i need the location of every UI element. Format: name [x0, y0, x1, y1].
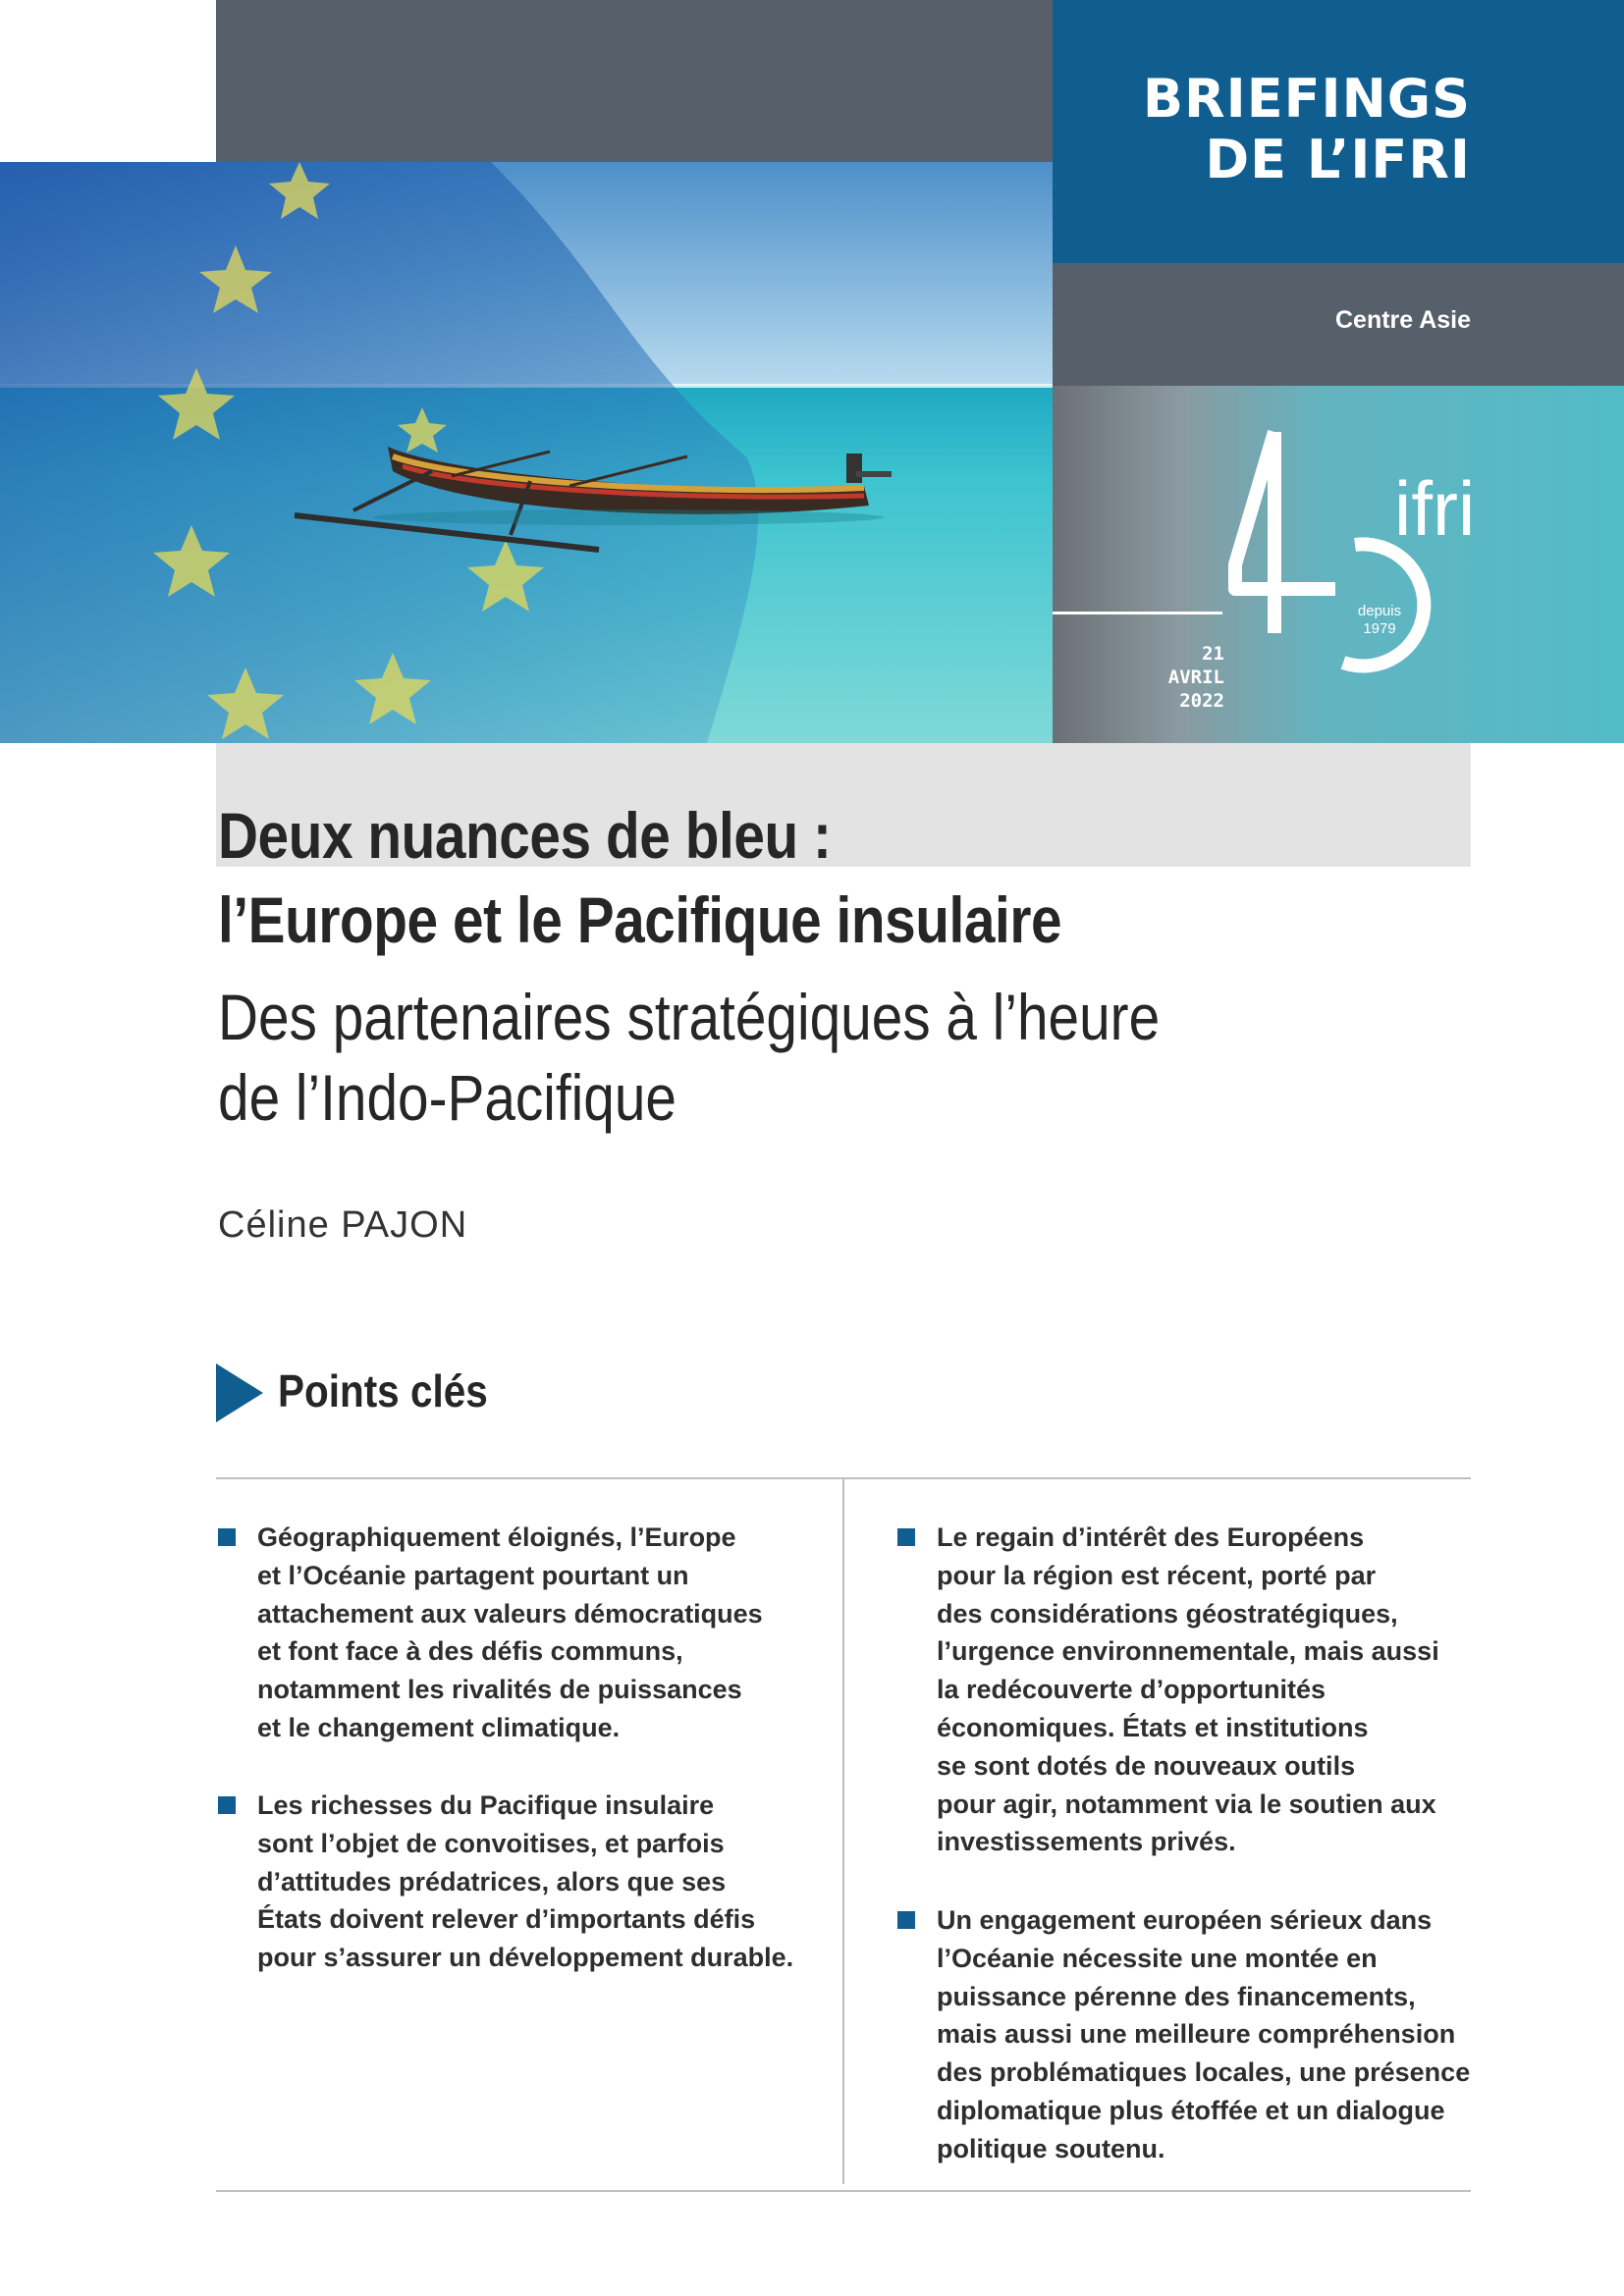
series-title [1143, 69, 1471, 190]
bullet-square-icon [218, 1796, 236, 1814]
subtitle-line2: de l’Indo-Pacifique [218, 1061, 677, 1134]
centre-label: Centre Asie [1334, 306, 1471, 334]
logo-since-line2: 1979 [1363, 620, 1396, 637]
series-title-line2: DE L’IFRI [1205, 129, 1471, 190]
key-point-text: Le regain d’intérêt des Européens pour la région est récent, porté par des considérations géostratégiques, l’urgence environnementale, mais aussi la redécouverte d’opportunités économiques. États et institutions se sont dotés de nouveaux outils pour agir, notamment via le soutien aux investissements privés. [937, 1522, 1439, 1857]
key-point-text: Géographiquement éloignés, l’Europe et l’Océanie partagent pourtant un attachement aux valeurs démocratiques et font face à des défis communs, notamment les rivalités de puissances et le changement climatique. [257, 1522, 763, 1742]
play-triangle-icon [216, 1363, 263, 1422]
bullet-square-icon [897, 1528, 915, 1546]
cover-photo [0, 162, 1053, 743]
title-line2: l’Europe et le Pacifique insulaire [218, 883, 1062, 956]
document-title [218, 793, 1316, 962]
bullet-square-icon [218, 1528, 236, 1546]
key-point [897, 1901, 1516, 2168]
key-points-heading: Points clés [278, 1365, 488, 1416]
logo-wordmark: ifri [1394, 465, 1476, 552]
key-point [897, 1519, 1516, 1861]
author-name: Céline PAJON [218, 1204, 468, 1246]
date-divider [1053, 612, 1222, 614]
subtitle-line1: Des partenaires stratégiques à l’heure [218, 981, 1161, 1053]
key-point [218, 1519, 846, 1747]
key-point-text: Les richesses du Pacifique insulaire sont l’objet de convoitises, et parfois d’attitudes prédatrices, alors que ses États doivent relever d’importants défis pour s’assurer un développement durable. [257, 1790, 794, 1973]
logo-since-line1: depuis [1357, 603, 1402, 619]
date-day: 21 [1202, 643, 1224, 665]
ifri-40-logo [1218, 417, 1483, 731]
key-point-text: Un engagement européen sérieux dans l’Océanie nécessite une montée en puissance pérenne des financements, mais aussi une meilleure compréhension des problématiques locales, une présence diplomatique plus étoffée et un dialogue politique soutenu. [937, 1905, 1471, 2163]
title-line1: Deux nuances de bleu : [218, 799, 832, 872]
bullet-square-icon [897, 1911, 915, 1929]
key-point [218, 1787, 846, 1977]
date-year: 2022 [1179, 690, 1224, 712]
header-gray-band [216, 0, 1053, 162]
document-subtitle [218, 977, 1400, 1138]
logo-four-stroke [1235, 432, 1335, 589]
date-month: AVRIL [1167, 667, 1224, 688]
section-rule-bottom [216, 2190, 1471, 2192]
publication-date [1149, 642, 1224, 713]
series-title-line1: BRIEFINGS [1142, 68, 1471, 130]
